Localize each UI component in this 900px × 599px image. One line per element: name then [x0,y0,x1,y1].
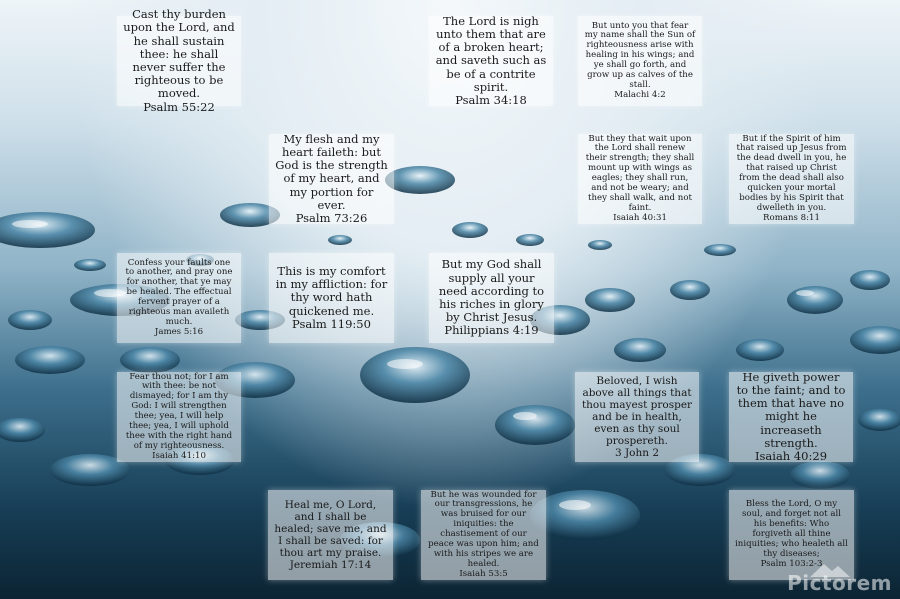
verse-text: Bless the Lord, O my soul, and forget not all his benefits: Who forgiveth all thine iniquities; who healeth all thy diseases; [735,499,848,559]
verse-reference: Psalm 119:50 [292,316,371,331]
verse-text: But if the Spirit of him that raised up Jesus from the dead dwell in you, he that raised up Christ from the dead shall also quicken your mortal bodies by his Spirit that dwelleth in you. [736,133,847,213]
verse-text: Beloved, I wish above all things that thou mayest prosper and be in health, even as thy soul prospereth. [581,374,693,448]
verse-reference: Isaiah 41:10 [152,450,206,461]
verse-reference: Isaiah 40:31 [613,212,667,223]
watermark: Pictorem [787,571,892,595]
verse-reference: Psalm 55:22 [143,99,215,114]
verse-card [578,16,702,106]
verse-card [117,253,241,343]
verse-text: Confess your faults one to another, and pray one for another, that ye may be healed. The effectual fervent prayer of a righteous man availeth much. [125,257,233,327]
verse-reference: Romans 8:11 [763,212,820,223]
verse-reference: 3 John 2 [614,447,660,460]
verse-card [729,134,854,224]
verse-text: But my God shall supply all your need according to his riches in glory by Christ Jesus. [438,257,545,325]
verse-card [421,490,546,580]
verse-text: But they that wait upon the Lord shall renew their strength; they shall mount up with wings as eagles; they shall run, and not be weary; and they shall walk, and not faint. [585,133,695,213]
verse-card [429,253,554,343]
verse-reference: Psalm 34:18 [455,93,527,108]
verse-text: Heal me, O Lord, and I shall be healed; save me, and I shall be saved: for thou art my praise. [274,498,387,560]
verse-card [429,13,553,108]
verse-reference: Isaiah 40:29 [754,449,828,464]
verse-card [575,372,699,462]
verse-card [729,369,853,464]
verse-card [117,372,241,462]
verse-card [269,253,394,343]
verse-card [117,7,241,114]
verse-text: Fear thou not; for I am with thee: be not dismayed; for I am thy God: I will strengthen thee; yea, I will help thee; yea, I will uphold thee with the right hand of my righteousness. [125,371,233,451]
verse-reference: Jeremiah 17:14 [289,559,372,572]
verse-card [268,490,393,580]
verse-text: He giveth power to the faint; and to them that have no might he increaseth strength. [736,369,846,450]
verse-reference: Psalm 73:26 [295,211,368,226]
verse-text: But he was wounded for our transgressions, he was bruised for our iniquities: the chastisement of our peace was upon him; and with his stripes we are healed. [428,489,539,569]
verse-reference: Malachi 4:2 [614,89,666,100]
verse-reference: Isaiah 53:5 [459,568,508,579]
verse-reference: James 5:16 [154,326,204,337]
verse-card [269,131,394,226]
verse-reference: Psalm 103:2-3 [760,558,823,569]
verse-text: The Lord is nigh unto them that are of a broken heart; and saveth such as be of a contrite spirit. [435,13,547,94]
verse-text: This is my comfort in my affliction: for thy word hath quickened me. [275,263,388,318]
verse-reference: Philippians 4:19 [444,323,539,338]
verse-text: Cast thy burden upon the Lord, and he shall sustain thee: he shall never suffer the righteous to be moved. [123,7,235,101]
verse-text: My flesh and my heart faileth: but God is the strength of my heart, and my portion for ever. [275,131,388,212]
verse-card [578,134,702,224]
verse-text: But unto you that fear my name shall the Sun of righteousness arise with healing in his wings; and ye shall go forth, and grow up as calves of the stall. [584,20,696,90]
